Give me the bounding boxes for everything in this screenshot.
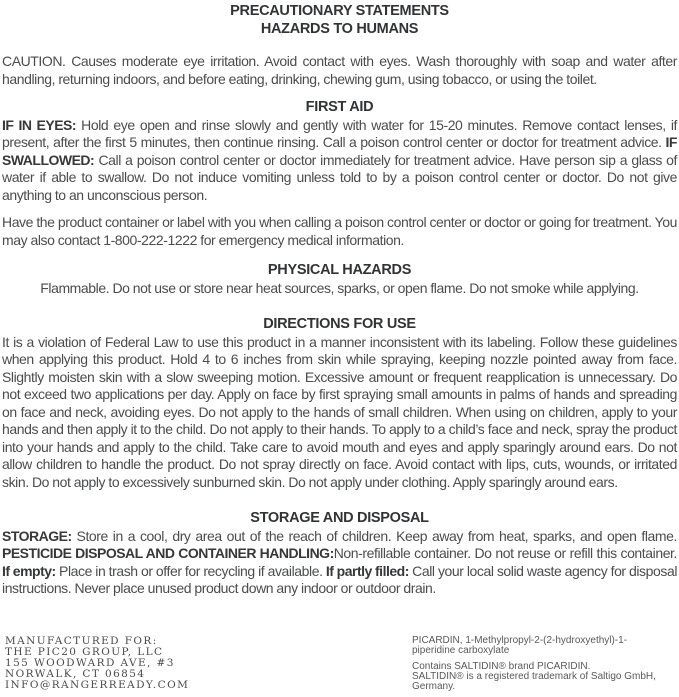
- storage-text: Store in a cool, dry area out of the reach of children. Keep away from heat, sparks, and open flame.: [71, 527, 677, 544]
- if-partly-filled-text: Call your local solid waste agency for disposal instructions. Never place unused product down any indoor or outdoor drain.: [2, 562, 678, 596]
- street-address-line: 155 WOODWARD AVE, #3: [5, 657, 175, 669]
- if-partly-filled-label: If partly filled:: [325, 562, 409, 579]
- if-empty-text: Place in trash or offer for recycling if available.: [55, 562, 326, 579]
- contact-email-line: INFO@RANGERREADY.COM: [5, 679, 190, 691]
- trademark-line1: Contains SALTIDIN® brand PICARIDIN.: [412, 661, 591, 672]
- first-aid-heading: FIRST AID: [305, 99, 374, 115]
- if-swallowed-text: Call a poison control center or doctor immediately for treatment advice. Have person sip a glass of water if able to swallow. Do not induce vomiting unless told to by a poison control center or doctor. Do not give anything to an unconscious person.: [2, 151, 677, 203]
- manufactured-for-line: MANUFACTURED FOR:: [5, 635, 158, 647]
- trademark-notice: [412, 662, 679, 692]
- first-aid-paragraph: [2, 117, 677, 205]
- ingredient-block: [412, 636, 679, 697]
- trademark-line3: Germany.: [412, 681, 456, 692]
- if-in-eyes-text: Hold eye open and rinse slowly and gently with water for 15-20 minutes. Remove contact lenses, if present, after the first 5 minutes, then continue rinsing. Call a poison control center or doctor for treatment advice.: [2, 116, 677, 150]
- if-swallowed-label: IF SWALLOWED:: [2, 134, 677, 168]
- chemical-name-line2: piperidine carboxylate: [412, 645, 510, 656]
- directions-for-use-heading: DIRECTIONS FOR USE: [263, 316, 416, 332]
- storage-paragraph: [2, 528, 677, 598]
- if-in-eyes-label: IF IN EYES:: [2, 116, 77, 133]
- caution-paragraph: CAUTION. Causes moderate eye irritation. Avoid contact with eyes. Wash thoroughly with soap and water after handling, returning indoors, and before eating, drinking, chewing gum, using tobacco, or using the toilet.: [2, 53, 677, 87]
- physical-hazards-text: Flammable. Do not use or store near heat sources, sparks, or open flame. Do not smoke while applying.: [40, 279, 639, 296]
- chemical-name: [412, 636, 679, 656]
- pesticide-disposal-text: Non-refillable container. Do not reuse or refill this container.: [333, 545, 677, 561]
- footer: [0, 636, 679, 697]
- hazards-to-humans-heading: HAZARDS TO HUMANS: [260, 20, 419, 37]
- poison-control-paragraph: Have the product container or label with you when calling a poison control center or doctor or going for treatment. You may also contact 1-800-222-1222 for emergency medical information.: [2, 214, 677, 248]
- trademark-line2: SALTIDIN® is a registered trademark of Saltigo GmbH,: [412, 671, 656, 682]
- if-empty-label: If empty:: [2, 562, 56, 579]
- company-name-line: THE PIC20 GROUP, LLC: [5, 646, 164, 658]
- directions-paragraph: It is a violation of Federal Law to use this product in a manner inconsistent with its labeling. Follow these guidelines when applying this product. Hold 4 to 6 inches from skin while spraying, keeping nozzle pointed away from face. Slightly moisten skin with a slow sweeping motion. Excessive amount or frequent reapplication is unnecessary. Do not exceed two applications per day. Apply on face by first spraying small amounts in palms of hands and spreading on face and neck, avoiding eyes. Do not apply to the hands of small children. When using on children, apply to your hands and then apply it to the child. Do not apply to their hands. To apply to a child’s face and neck, spray the product into your hands and apply to the child. Take care to avoid mouth and eyes and apply sparingly around ears. Do not allow children to handle the product. Do not spray directly on face. Avoid contact with lips, cuts, wounds, or irritated skin. Do not apply to excessively sunburned skin. Do not apply under clothing. Apply sparingly around ears.: [2, 333, 677, 490]
- storage-and-disposal-heading: STORAGE AND DISPOSAL: [250, 510, 429, 526]
- manufacturer-block: [0, 636, 412, 691]
- physical-hazards-heading: PHYSICAL HAZARDS: [267, 262, 412, 278]
- storage-label: STORAGE:: [2, 527, 72, 544]
- precautionary-statements-heading: PRECAUTIONARY STATEMENTS: [230, 3, 449, 19]
- pesticide-disposal-label: PESTICIDE DISPOSAL AND CONTAINER HANDLING:: [2, 545, 334, 561]
- chemical-name-line1: PICARDIN, 1-Methylpropyl-2-(2-hydroxyethyl)-1-: [412, 635, 628, 646]
- city-state-zip-line: NORWALK, CT 06854: [5, 668, 146, 680]
